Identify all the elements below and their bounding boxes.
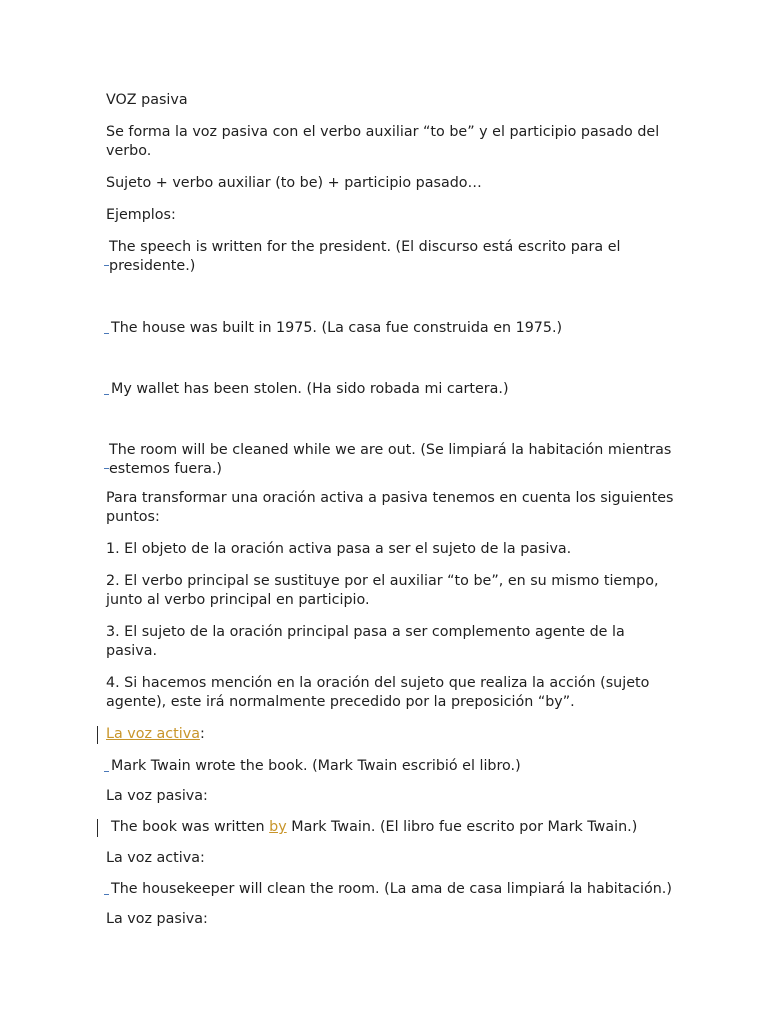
example-4-line-2: estemos fuera.) xyxy=(109,461,222,477)
passive-sentence-1-end: Mark Twain. (El libro fue escrito por Mark Twain.) xyxy=(286,819,638,835)
passive-label-1: La voz pasiva: xyxy=(106,788,208,804)
formula: Sujeto + verbo auxiliar (to be) + participio pasado… xyxy=(106,175,482,191)
active-sentence-2: The housekeeper will clean the room. (La ama de casa limpiará la habitación.) xyxy=(111,881,672,897)
point-3-line-1: 3. El sujeto de la oración principal pasa a ser complemento agente de la xyxy=(106,624,625,640)
active-sentence-1: Mark Twain wrote the book. (Mark Twain escribió el libro.) xyxy=(111,758,521,774)
active-label-2: La voz activa: xyxy=(106,850,205,866)
doc-title: VOZ pasiva xyxy=(106,92,188,108)
revision-marker xyxy=(104,394,109,395)
revision-marker xyxy=(104,771,109,772)
point-2-line-2: junto al verbo principal en participio. xyxy=(106,592,370,608)
change-bar xyxy=(97,726,98,744)
point-3-line-2: pasiva. xyxy=(106,643,158,659)
revision-marker xyxy=(104,265,109,266)
revision-marker xyxy=(104,333,109,334)
transform-line-1: Para transformar una oración activa a pasiva tenemos en cuenta los siguientes xyxy=(106,490,674,506)
example-3: My wallet has been stolen. (Ha sido robada mi cartera.) xyxy=(111,381,509,397)
change-bar xyxy=(97,819,98,837)
point-1: 1. El objeto de la oración activa pasa a ser el sujeto de la pasiva. xyxy=(106,541,572,557)
active-label-colon: : xyxy=(199,726,205,742)
point-4-line-2: agente), este irá normalmente precedido por la preposición “by”. xyxy=(106,694,575,710)
by-link[interactable]: by xyxy=(269,819,287,835)
example-2: The house was built in 1975. (La casa fue construida en 1975.) xyxy=(111,320,563,336)
revision-marker xyxy=(104,468,109,469)
intro-line-2: verbo. xyxy=(106,143,152,159)
intro-line-1: Se forma la voz pasiva con el verbo auxiliar “to be” y el participio pasado del xyxy=(106,124,660,140)
example-1-line-2: presidente.) xyxy=(109,258,196,274)
transform-line-2: puntos: xyxy=(106,509,160,525)
example-4-line-1: The room will be cleaned while we are out. (Se limpiará la habitación mientras xyxy=(109,442,672,458)
passive-sentence-1 xyxy=(111,818,637,837)
revision-marker xyxy=(104,894,109,895)
passive-sentence-1-start: The book was written xyxy=(111,819,270,835)
point-4-line-1: 4. Si hacemos mención en la oración del sujeto que realiza la acción (sujeto xyxy=(106,675,650,691)
point-2-line-1: 2. El verbo principal se sustituye por el auxiliar “to be”, en su mismo tiempo, xyxy=(106,573,659,589)
active-voice-link[interactable]: La voz activa xyxy=(106,726,200,742)
examples-heading: Ejemplos: xyxy=(106,207,176,223)
passive-label-2: La voz pasiva: xyxy=(106,911,208,927)
active-label-1 xyxy=(106,725,205,744)
example-1-line-1: The speech is written for the president. (El discurso está escrito para el xyxy=(109,239,621,255)
